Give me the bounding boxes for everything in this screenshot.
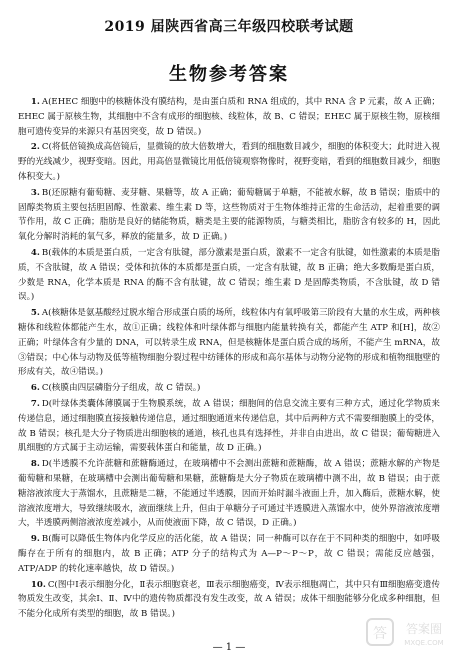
item-number: 4. [30,247,40,258]
answer-item-2 [18,140,440,184]
item-text: C(核膜由四层磷脂分子组成，故 C 错误。) [41,383,201,394]
item-number: 3. [30,187,40,198]
exam-header: 2019 届陕西省高三年级四校联考试题 [104,19,354,35]
answer-item-1 [18,95,440,139]
answer-item-7 [18,397,440,456]
answer-item-6 [18,381,440,396]
item-text: B(酶可以降低生物体内化学反应的活化能，故 A 错误；同一种酶可以存在于不同种类的细胞中，如呼吸酶存在于所有的细胞内，故 B 正确；ATP 分子的结构式为 A—P～P～P，故 C 错误；需能反应越强，ATP/ADP 的转化速率越快，故 D 错误。) [18,534,440,574]
item-number: 1. [30,97,40,107]
item-number: 2. [30,142,40,153]
item-text: C(图中Ⅰ表示细胞分化，Ⅱ表示细胞衰老，Ⅲ表示细胞癌变，Ⅳ表示细胞凋亡，其中只有Ⅲ细胞癌变遗传物质发生改变，其余Ⅰ、Ⅱ、Ⅳ中的遗传物质都没有发生改变，故 A 错误；成体干细胞能够分化成多种细胞，但不能分化成所有类型的细胞，故 B 错误。) [18,579,440,620]
watermark-subtext: MXQE.COM [404,639,444,647]
item-number: 10. [30,579,46,590]
answer-item-5 [18,306,440,380]
answer-item-9 [18,532,440,576]
item-number: 7. [30,398,40,409]
item-text: C(将低倍镜换成高倍镜后，显微镜的放大倍数增大，看到的细胞数目减少，细胞的体积变大；此时进入视野的光线减少，视野变暗。因此，用高倍显微镜比用低倍镜观察物像时，视野变暗，看到的细胞数目减少，细胞体积变大。) [18,142,440,182]
answer-item-3 [18,186,440,245]
item-text: B(载体的本质是蛋白质，一定含有肽键，部分激素是蛋白质，激素不一定含有肽键，如性激素的本质是脂质，不含肽键，故 A 错误；受体和抗体的本质都是蛋白质，一定含有肽键，故 B 正确；绝大多数酶是蛋白质，少数是 RNA，化学本质是 RNA 的酶不含有肽键，故 C 错误；维生素 D 是固醇类物质，不含肽键，故 D 错误。) [18,247,440,303]
answer-item-8 [18,457,440,531]
item-number: 5. [30,308,40,319]
item-number: 9. [30,534,40,545]
item-number: 8. [30,459,40,470]
watermark-text: 答案圈 [405,622,443,636]
svg-text:答: 答 [373,626,387,642]
item-number: 6. [30,383,40,394]
item-text: B(还原糖有葡萄糖、麦芽糖、果糖等，故 A 正确；葡萄糖属于单糖，不能被水解，故 B 错误；脂质中的固醇类物质主要包括胆固醇、性激素、维生素 D 等，这些物质对于生物体维持正常的生命活动，起着重要的调节作用，故 C 正确；脂肪是良好的储能物质，糖类是主要的能源物质，与糖类相比，脂肪含有较多的 H，因此氧化分解时消耗的氧气多，释放的能量多，故 D 正确。) [18,187,440,243]
answer-item-10 [18,578,440,622]
page-number: — 1 — [212,642,246,653]
answer-list [18,95,440,633]
page-title: 生物参考答案 [169,64,289,85]
item-text: A(核糖体是氨基酸经过脱水缩合形成蛋白质的场所，线粒体内有氧呼吸第三阶段有大量的水生成，两种核糖体和线粒体都能产生水，故①正确；线粒体和叶绿体都与细胞内能量转换有关，都能产生 ATP 和[H]，故②正确；叶绿体含有少量的 DNA，可以转录生成 RNA，但是核糖体是蛋白质合成的场所，不能产生 mRNA，故③错误；中心体与动物及低等植物细胞分裂过程中纺锤体的形成和高尔基体与动物分泌物的形成和植物细胞壁的形成有关，故④错误。) [18,308,440,378]
item-text: A(EHEC 细胞中的核糖体没有膜结构，是由蛋白质和 RNA 组成的，其中 RNA 含 P 元素，故 A 正确；EHEC 属于原核生物，其细胞中不含有成形的细胞核、线粒体，故 B、C 错误；EHEC 属于原核生物，原核细胞可遗传变异的来源只有基因突变，故 D 错误。) [18,97,440,137]
answer-item-4 [18,246,440,305]
item-text: D(叶绿体类囊体薄膜属于生物膜系统，故 A 错误；细胞间的信息交流主要有三种方式，通过化学物质来传递信息，通过细胞膜直接接触传递信息，通过细胞通道来传递信息，其中后两种方式不需要细胞膜上的受体，故 B 错误；核孔是大分子物质进出细胞核的通道，核孔也具有选择性，并非自由进出，故 C 错误；葡萄糖进入肌细胞的方式属于主动运输，需要载体蛋白和能量，故 D 正确。) [18,398,440,454]
item-text: D(半透膜不允许蔗糖和蔗糖酶通过，在玻璃槽中不会测出蔗糖和蔗糖酶，故 A 错误；蔗糖水解的产物是葡萄糖和果糖，在玻璃槽中会测出葡萄糖和果糖，蔗糖酶是大分子物质在玻璃槽中测不出，故 B 错误；由于蔗糖溶液浓度大于蒸馏水，且蔗糖是二糖，不能通过半透膜，因而开始时漏斗液面上升，加入酶后，蔗糖水解，使溶液浓度增大，导致继续吸水，液面继续上升，但由于单糖分子可通过半透膜进入蒸馏水中，使外界溶液浓度增大，半透膜两侧溶液浓度差减小，从而使液面下降，故 C 错误，D 正确。) [18,459,440,529]
